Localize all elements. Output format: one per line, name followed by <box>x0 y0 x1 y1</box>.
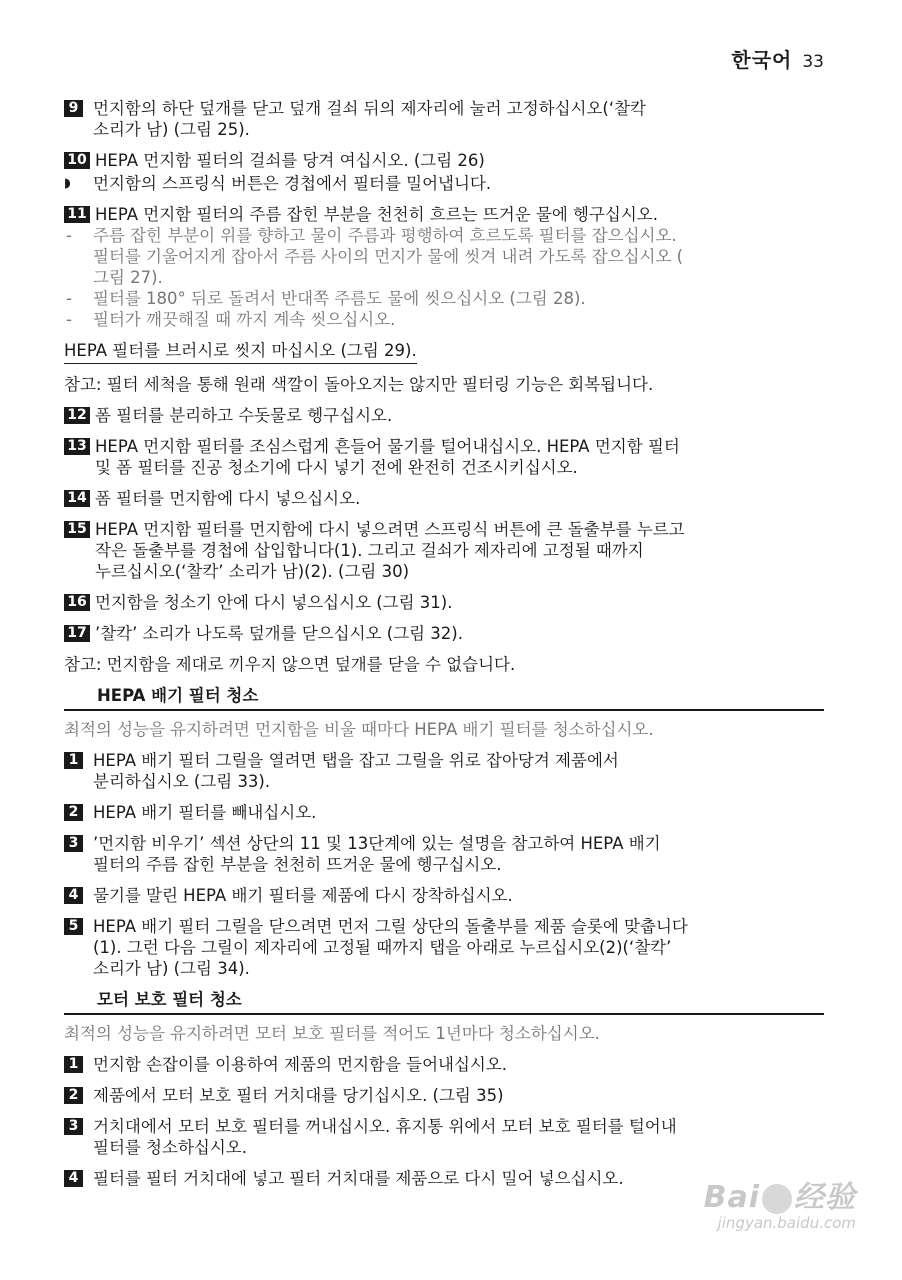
note-2: 참고: 먼지함을 제대로 끼우지 않으면 덮개를 닫을 수 없습니다. <box>64 655 516 674</box>
note-1: 참고: 필터 세척을 통해 원래 색깔이 돌아오지는 않지만 필터링 기능은 회복됩니다. <box>64 375 654 394</box>
step-text-line: HEPA 먼지함 필터를 조심스럽게 흔들어 물기를 털어내십시오. HEPA 먼지함 필터 <box>95 437 680 456</box>
step-text-line: 및 폼 필터를 진공 청소기에 다시 넣기 전에 완전히 건조시키십시오. <box>95 458 578 477</box>
dash-text-line: 필터를 180° 뒤로 돌려서 반대쪽 주름도 물에 씻으십시오 (그림 28). <box>93 289 586 308</box>
step-text-line: ’찰칵’ 소리가 나도록 덮개를 닫으십시오 (그림 32). <box>95 624 463 643</box>
step-number: 3 <box>64 835 83 852</box>
dash-list <box>64 225 824 330</box>
step-text-line: HEPA 배기 필터 그릴을 열려면 탭을 잡고 그릴을 위로 잡아당겨 제품에서 <box>93 751 619 770</box>
step-11 <box>64 204 824 225</box>
step-number: 13 <box>64 438 90 455</box>
steps-block-1 <box>64 98 824 171</box>
step-text-line: 필터를 필터 거치대에 넣고 필터 거치대를 제품으로 다시 밀어 넣으십시오. <box>93 1169 624 1188</box>
language-label: 한국어 <box>731 48 793 72</box>
step-item <box>64 833 824 875</box>
step-item <box>64 1116 824 1158</box>
section-title-motor-filter: 모터 보호 필터 청소 <box>64 989 824 1015</box>
step-text-line: 필터의 주름 잡힌 부분을 천천히 뜨거운 물에 헹구십시오. <box>93 855 502 874</box>
section-intro-hepa-exhaust: 최적의 성능을 유지하려면 먼지함을 비울 때마다 HEPA 배기 필터를 청소하십시오. <box>64 720 654 739</box>
dash-marker: - <box>66 226 72 245</box>
page-number: 33 <box>802 52 824 72</box>
step-item <box>64 750 824 792</box>
bullet-marker-icon: ◗ <box>64 176 71 191</box>
step-number: 16 <box>64 594 90 611</box>
step-text-line: HEPA 먼지함 필터의 주름 잡힌 부분을 천천히 흐르는 뜨거운 물에 헹구십시오. <box>95 205 658 224</box>
step-item <box>64 885 824 906</box>
step-text-line: (1). 그런 다음 그릴이 제자리에 고정될 때까지 탭을 아래로 누르십시오(2)(‘찰칵’ <box>93 938 672 957</box>
page-header <box>731 44 824 73</box>
step-number: 1 <box>64 752 83 769</box>
watermark <box>704 1172 856 1232</box>
step-number: 4 <box>64 1170 83 1187</box>
dash-item <box>64 288 824 309</box>
dash-item <box>64 309 824 330</box>
step-text-line: 폼 필터를 먼지함에 다시 넣으십시오. <box>95 489 361 508</box>
step-text-line: 필터를 청소하십시오. <box>93 1138 247 1157</box>
dash-item <box>64 225 824 288</box>
motor-filter-steps <box>64 1054 824 1189</box>
step-text-line: 먼지함의 하단 덮개를 닫고 덮개 걸쇠 뒤의 제자리에 눌러 고정하십시오(‘찰칵 <box>93 99 646 118</box>
step-item <box>64 1085 824 1106</box>
step-number: 10 <box>64 152 90 169</box>
step-text-line: 작은 돌출부를 경첩에 삽입합니다(1). 그리고 걸쇠가 제자리에 고정될 때까지 <box>95 541 644 560</box>
step-text-line: 누르십시오(‘찰칵’ 소리가 남)(2). (그림 30) <box>95 562 410 581</box>
step-text-line: HEPA 먼지함 필터의 걸쇠를 당겨 여십시오. (그림 26) <box>95 151 485 170</box>
step-text-line: 먼지함 손잡이를 이용하여 제품의 먼지함을 들어내십시오. <box>93 1055 508 1074</box>
bullet-text: 먼지함의 스프링식 버튼은 경첩에서 필터를 밀어냅니다. <box>93 174 492 193</box>
step-number: 2 <box>64 804 83 821</box>
step-item <box>64 623 824 644</box>
step-item <box>64 916 824 979</box>
step-item <box>64 436 824 478</box>
step-text-line: 물기를 말린 HEPA 배기 필터를 제품에 다시 장착하십시오. <box>93 886 513 905</box>
step-item <box>64 592 824 613</box>
step-number: 9 <box>64 100 83 117</box>
step-text-line: 거치대에서 모터 보호 필터를 꺼내십시오. 휴지통 위에서 모터 보호 필터를 털어내 <box>93 1117 677 1136</box>
manual-content <box>64 98 824 1199</box>
step-item <box>64 98 824 140</box>
dash-text-line: 그림 27). <box>93 268 163 287</box>
step-number: 4 <box>64 887 83 904</box>
section-intro-motor-filter: 최적의 성능을 유지하려면 모터 보호 필터를 적어도 1년마다 청소하십시오. <box>64 1024 600 1043</box>
step-number: 2 <box>64 1087 83 1104</box>
step-item <box>64 204 824 225</box>
section-title-hepa-exhaust: HEPA 배기 필터 청소 <box>64 685 824 711</box>
step-number: 1 <box>64 1056 83 1073</box>
step-item <box>64 488 824 509</box>
step-number: 17 <box>64 625 90 642</box>
step-number: 12 <box>64 407 90 424</box>
dash-marker: - <box>66 310 72 329</box>
step-number: 11 <box>64 206 90 223</box>
step-text-line: 제품에서 모터 보호 필터 거치대를 당기십시오. (그림 35) <box>93 1086 504 1105</box>
steps-block-2 <box>64 405 824 644</box>
step-text-line: 폼 필터를 분리하고 수돗물로 헹구십시오. <box>95 406 393 425</box>
step-text-line: HEPA 배기 필터 그릴을 닫으려면 먼저 그릴 상단의 돌출부를 제품 슬롯에 맞춥니다 <box>93 917 688 936</box>
step-text-line: 분리하십시오 (그림 33). <box>93 772 271 791</box>
step-item <box>64 150 824 171</box>
step-number: 14 <box>64 490 90 507</box>
step-number: 15 <box>64 521 90 538</box>
watermark-site: jingyan.baidu.com <box>717 1214 856 1232</box>
step-text-line: 소리가 남) (그림 25). <box>93 120 250 139</box>
step-item <box>64 405 824 426</box>
dash-text-line: 필터를 기울어지게 잡아서 주름 사이의 먼지가 물에 씻겨 내려 가도록 잡으십시오 ( <box>93 247 684 266</box>
paw-icon <box>762 1184 792 1214</box>
watermark-brand: Bai 经验 <box>703 1180 856 1215</box>
step-text-line: 먼지함을 청소기 안에 다시 넣으십시오 (그림 31). <box>95 593 453 612</box>
step-text-line: HEPA 배기 필터를 빼내십시오. <box>93 803 317 822</box>
step-text-line: ’먼지함 비우기’ 섹션 상단의 11 및 13단계에 있는 설명을 참고하여 HEPA 배기 <box>93 834 661 853</box>
step-number: 3 <box>64 1118 83 1135</box>
step-number: 5 <box>64 918 83 935</box>
dash-marker: - <box>66 289 72 308</box>
dash-text-line: 필터가 깨끗해질 때 까지 계속 씻으십시오. <box>93 310 396 329</box>
step-item <box>64 1054 824 1075</box>
dash-text-line: 주름 잡힌 부분이 위를 향하고 물이 주름과 평행하여 흐르도록 필터를 잡으십시오. <box>93 226 677 245</box>
bullet-note <box>64 173 824 194</box>
hepa-exhaust-steps <box>64 750 824 979</box>
warning-text: HEPA 필터를 브러시로 씻지 마십시오 (그림 29). <box>64 340 417 364</box>
step-item <box>64 802 824 823</box>
step-text-line: 소리가 남) (그림 34). <box>93 959 250 978</box>
step-item <box>64 519 824 582</box>
step-text-line: HEPA 먼지함 필터를 먼지함에 다시 넣으려면 스프링식 버튼에 큰 돌출부를 누르고 <box>95 520 685 539</box>
